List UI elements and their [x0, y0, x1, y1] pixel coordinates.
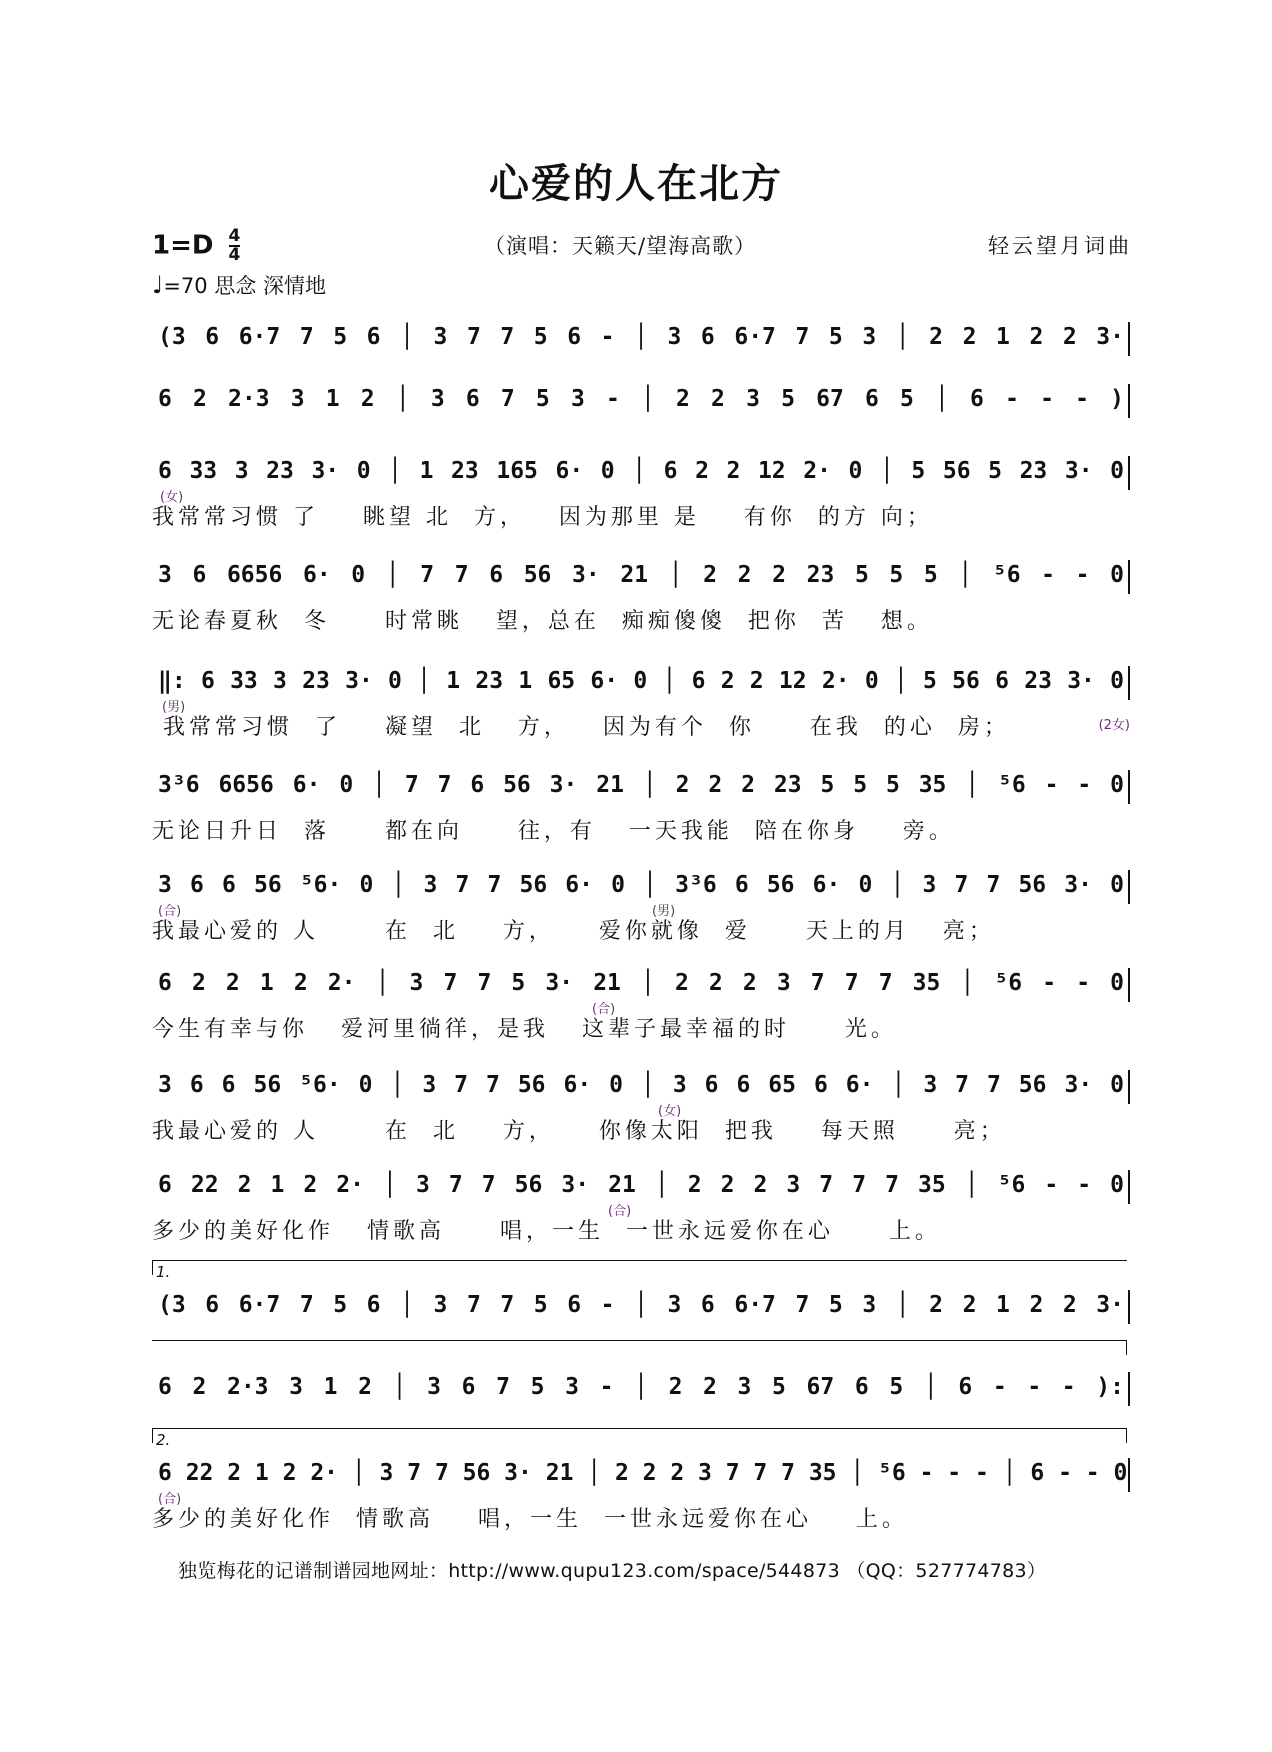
volta-bracket-2	[152, 1428, 1127, 1449]
bar-line	[1128, 1170, 1130, 1204]
singers-credit: （演唱：天籁天/望海高歌）	[484, 234, 757, 258]
volta-tick	[1126, 1429, 1127, 1443]
voice-part-label: (女)	[658, 1104, 682, 1119]
lyrics-row: 我常常习惯 了 眺望 北 方， 因为那里 是 有你 的方 向；	[152, 505, 933, 530]
time-signature	[229, 228, 241, 264]
notation-text: (3 6 6·7 7 5 6 │ 3 7 7 5 6 - │ 3 6 6·7 7 5 3 │ 2 2 1 2 2 3·	[158, 1292, 1124, 1318]
tempo-marking	[152, 270, 326, 300]
voice-part-label: (合)	[158, 1492, 182, 1507]
bar-line	[1128, 770, 1130, 804]
volta-bracket-1	[152, 1260, 1127, 1281]
voice-part-label: (女)	[160, 490, 184, 505]
lyrics-row: 今生有幸与你 爱河里徜徉，是我 这辈子最幸福的时 光。	[152, 1017, 897, 1042]
meter-top: 4	[228, 226, 241, 246]
notation-text: 3 6 6656 6· 0 │ 7 7 6 56 3· 21 │ 2 2 2 23 5 5 5 │ ⁵6 - - 0	[158, 562, 1124, 588]
bar-line	[1128, 560, 1130, 594]
bar-line	[1128, 1458, 1130, 1492]
bar-line	[1128, 1290, 1130, 1324]
bar-line	[1128, 1070, 1130, 1104]
volta-label: 2.	[156, 1431, 171, 1449]
notation-row	[152, 666, 1130, 706]
bar-line	[1128, 384, 1130, 418]
volta-bracket-1-continuation	[152, 1340, 1127, 1342]
notation-row	[152, 968, 1130, 1008]
lyrics-row: 我常常习惯 了 凝望 北 方， 因为有个 你 在我 的心 房；	[152, 715, 1010, 740]
notation-row	[152, 870, 1130, 910]
footer-credit: 独览梅花的记谱制谱园地网址：http://www.qupu123.com/space/544873 （QQ：527774783）	[178, 1560, 1047, 1582]
notation-text: 6 2 2·3 3 1 2 │ 3 6 7 5 3 - │ 2 2 3 5 67 6 5 │ 6 - - - ):	[158, 1374, 1124, 1400]
bar-line	[1128, 322, 1130, 356]
lyrics-row: 多少的美好化作 情歌高 唱，一生 一世永远爱你在心 上。	[152, 1507, 908, 1532]
lyrics-row: 我最心爱的 人 在 北 方， 你像太阳 把我 每天照 亮；	[152, 1119, 1006, 1144]
notation-text: 6 2 2 1 2 2· │ 3 7 7 5 3· 21 │ 2 2 2 3 7 7 7 35 │ ⁵6 - - 0	[158, 970, 1124, 996]
lyrics-row: 无论春夏秋 冬 时常眺 望，总在 痴痴傻傻 把你 苦 想。	[152, 609, 933, 634]
notation-row	[152, 560, 1130, 600]
notation-row	[152, 1070, 1130, 1110]
lyrics-row: 我最心爱的 人 在 北 方， 爱你就像 爱 天上的月 亮；	[152, 919, 995, 944]
voice-part-label-end: (2女)	[1098, 718, 1130, 733]
notation-text: ‖: 6 33 3 23 3· 0 │ 1 23 1 65 6· 0 │ 6 2 2 12 2· 0 │ 5 56 6 23 3· 0	[158, 668, 1124, 694]
voice-part-label-2: (男)	[652, 904, 676, 919]
volta-tick	[152, 1261, 153, 1275]
bar-line	[1128, 666, 1130, 700]
notation-row	[152, 384, 1130, 424]
notation-row	[152, 770, 1130, 810]
notation-text: 6 33 3 23 3· 0 │ 1 23 165 6· 0 │ 6 2 2 12 2· 0 │ 5 56 5 23 3· 0	[158, 458, 1124, 484]
lyrics-row: 多少的美好化作 情歌高 唱，一生 一世永远爱你在心 上。	[152, 1219, 941, 1244]
volta-label: 1.	[156, 1263, 171, 1281]
notation-row	[152, 1170, 1130, 1210]
notation-text: 3³6 6656 6· 0 │ 7 7 6 56 3· 21 │ 2 2 2 23 5 5 5 35 │ ⁵6 - - 0	[158, 772, 1124, 798]
notation-text: 3 6 6 56 ⁵6· 0 │ 3 7 7 56 6· 0 │ 3 6 6 65 6 6· │ 3 7 7 56 3· 0	[158, 1072, 1124, 1098]
notation-row	[152, 1458, 1130, 1498]
notation-text: 6 22 2 1 2 2· │ 3 7 7 56 3· 21 │ 2 2 2 3 7 7 7 35 │ ⁵6 - - - │ 6 - - 0	[158, 1460, 1128, 1486]
notation-text: 6 2 2·3 3 1 2 │ 3 6 7 5 3 - │ 2 2 3 5 67 6 5 │ 6 - - - )	[158, 386, 1124, 412]
key-label: 1=D	[152, 230, 214, 261]
quarter-note-icon: ♩	[152, 271, 164, 299]
volta-tick	[1126, 1341, 1127, 1355]
notation-text: (3 6 6·7 7 5 6 │ 3 7 7 5 6 - │ 3 6 6·7 7 5 3 │ 2 2 1 2 2 3·	[158, 324, 1124, 350]
bar-line	[1128, 456, 1130, 490]
notation-row	[152, 1290, 1130, 1330]
notation-row	[152, 322, 1130, 362]
notation-row	[152, 1372, 1130, 1412]
lyrics-row: 无论日升日 落 都在向 往，有 一天我能 陪在你身 旁。	[152, 819, 955, 844]
tempo-text: =70 思念 深情地	[163, 274, 326, 298]
bar-line	[1128, 1372, 1130, 1406]
notation-row	[152, 456, 1130, 496]
volta-tick	[152, 1429, 153, 1443]
notation-text: 3 6 6 56 ⁵6· 0 │ 3 7 7 56 6· 0 │ 3³6 6 56 6· 0 │ 3 7 7 56 3· 0	[158, 872, 1124, 898]
meter-bottom: 4	[228, 245, 241, 265]
voice-part-label: (合)	[158, 904, 182, 919]
bar-line	[1128, 870, 1130, 904]
composer-credit: 轻云望月词曲	[988, 234, 1132, 258]
notation-text: 6 22 2 1 2 2· │ 3 7 7 56 3· 21 │ 2 2 2 3 7 7 7 35 │ ⁵6 - - 0	[158, 1172, 1124, 1198]
key-signature	[152, 228, 240, 264]
voice-part-label: (合)	[592, 1002, 616, 1017]
song-title: 心爱的人在北方	[489, 161, 783, 207]
voice-part-label: (男)	[162, 700, 186, 715]
bar-line	[1128, 968, 1130, 1002]
voice-part-label: (合)	[608, 1204, 632, 1219]
